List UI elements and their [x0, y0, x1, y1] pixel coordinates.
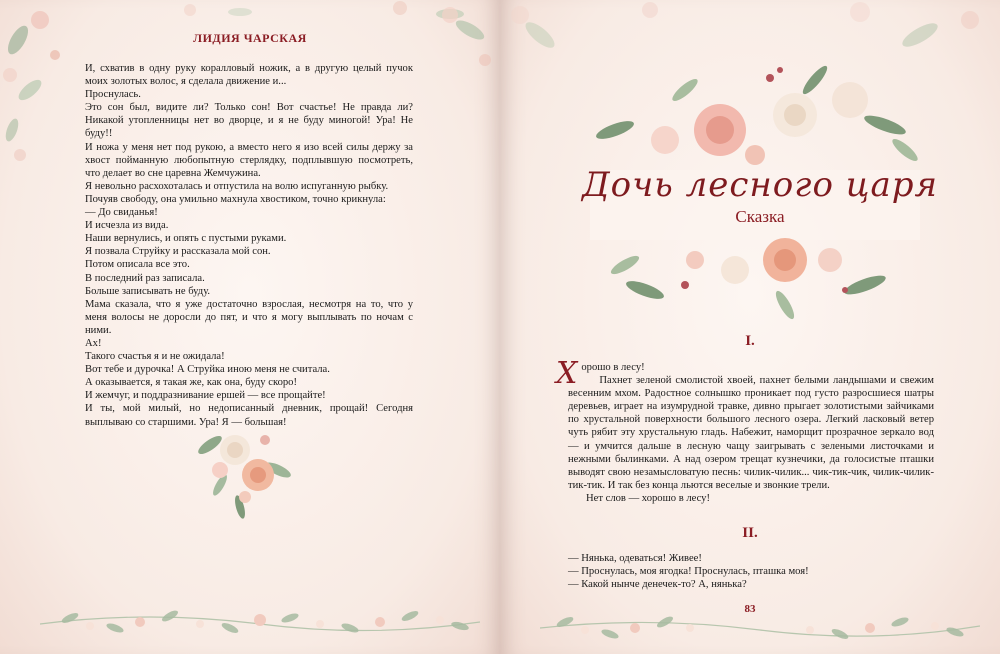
paragraph: И жемчуг, и поддразнивание ершей — все прощайте! [85, 390, 326, 402]
first-line: орошо в лесу! [581, 362, 645, 373]
paragraph: Потом описала все это. [85, 259, 190, 271]
chapter-2-text [568, 552, 934, 591]
paragraph: Я позвала Струйку и рассказала мой сон. [85, 246, 271, 258]
running-head: ЛИДИЯ ЧАРСКАЯ [193, 31, 307, 45]
drop-cap: Х [556, 356, 578, 391]
paragraph: Наши вернулись, и опять с пустыми руками. [85, 233, 287, 245]
paragraph: Пахнет зеленой смолистой хвоей, пахнет белыми ландышами и свежим весенним мхом. Радостное солнышко проникает под густо разросшиеся шатры деревьев, играет на изумрудной травке, дивно прыгает золотистыми зайчиками по хрустальной поверхности большого лесного озера. Легкий ласковый ветер чуть рябит эту хрустальную гладь. Набежит, наморщит прозрачное зеркало вод — и умчится дальше в лесную чащу заигрывать с зелеными листочками и нежными былинками. А над озером трещат кузнечики, да голосистые пташки выводят свою незамысловатую песнь: чилик-чилик... чик-тик-чик, чилик-чилик-тик-тик. И так без конца льются веселые и звонкие трели. [568, 375, 934, 491]
floral-border-bottom-icon [40, 598, 480, 644]
paragraph: Такого счастья я и не ожидала! [85, 351, 225, 363]
paragraph: Ах! [85, 337, 102, 349]
paragraph: И ты, мой милый, но недописанный дневник, прощай! Сегодня выплываю со старшими. Ура! Я — большая! [85, 403, 413, 428]
floral-corner-top-left-icon [0, 0, 90, 170]
paragraph: И, схватив в одну руку коралловый ножик, а в другую целый пучок моих золотых волос, я сделала движение и... [85, 63, 413, 88]
paragraph: И исчезла из вида. [85, 220, 169, 232]
paragraph: — Какой нынче денечек-то? А, нянька? [568, 579, 747, 591]
paragraph: В последний раз записала. [85, 272, 205, 284]
page-number: 83 [744, 603, 756, 615]
floral-border-bottom-right-icon [540, 604, 980, 648]
paragraph: Мама сказала, что я уже достаточно взрослая, несмотря на то, что у меня волосы не доросли до пят, и что я могу выплывать по ночам с ними. [85, 298, 413, 336]
paragraph: Почуяв свободу, она умильно махнула хвостиком, точно крикнула: [85, 193, 386, 205]
paragraph: А оказывается, я такая же, как она, буду скоро! [85, 377, 297, 389]
paragraph: Это сон был, видите ли? Только сон! Вот счастье! Не правда ли? Никакой утопленницы нет во дворце, и я не буду миногой! Ура! Не буду!! [85, 102, 413, 140]
paragraph: Нет слов — хорошо в лесу! [586, 492, 710, 504]
flower-bouquet-icon [190, 415, 300, 520]
chapter-1-text [556, 356, 934, 505]
paragraph: Больше записывать не буду. [85, 285, 211, 297]
left-page-text [85, 62, 413, 429]
paragraph: И ножа у меня нет под рукою, а вместо него я изо всей силы держу за хвост пойманную любопытную стерлядку, подплывшую посмотреть, что делает во сне царевна Жемчужина. [85, 141, 413, 179]
story-subtitle: Сказка [735, 207, 785, 226]
paragraph: Проснулась. [85, 89, 141, 101]
chapter-heading-1: I. [745, 333, 755, 349]
paragraph: — Проснулась, моя ягодка! Проснулась, пташка моя! [568, 566, 809, 578]
chapter-heading-2: II. [742, 525, 758, 541]
paragraph [556, 356, 934, 391]
paragraph: Вот тебе и дурочка! А Струйка иною меня не считала. [85, 364, 330, 376]
paragraph: — До свиданья! [85, 207, 158, 219]
story-title: Дочь лесного царя [582, 165, 938, 205]
paragraph: Я невольно расхохоталась и отпустила на волю испуганную рыбку. [85, 180, 389, 192]
paragraph: — Нянька, одеваться! Живее! [568, 553, 702, 564]
title-block [570, 165, 950, 227]
